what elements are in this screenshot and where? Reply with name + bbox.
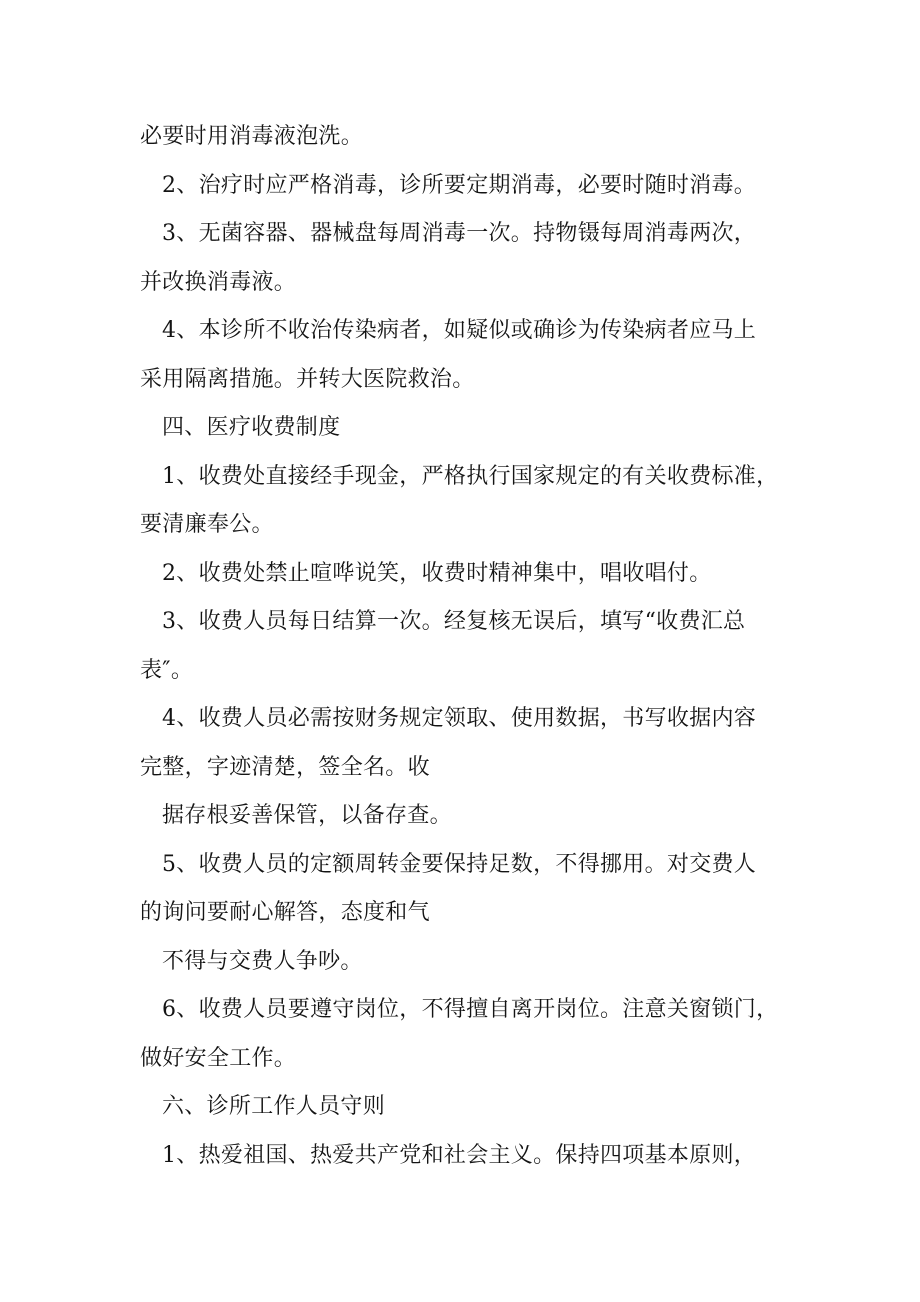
text-line-2: 2、治疗时应严格消毒，诊所要定期消毒，必要时随时消毒。: [162, 172, 757, 198]
text-line-14: 完整，字迹清楚，签全名。收: [140, 754, 430, 780]
section-heading-staff-rules: 六、诊所工作人员守则: [162, 1094, 386, 1119]
text-line-18: 不得与交费人争吵。: [162, 948, 363, 974]
section-heading-fee-system: 四、医疗收费制度: [162, 415, 341, 440]
text-line-4: 并改换消毒液。: [140, 269, 297, 295]
text-line-5: 4、本诊所不收治传染病者，如疑似或确诊为传染病者应马上: [162, 318, 757, 343]
text-line-13: 4、收费人员必需按财务规定领取、使用数据，书写收据内容: [162, 706, 757, 731]
text-line-10: 2、收费处禁止喧哗说笑，收费时精神集中，唱收唱付。: [162, 560, 712, 586]
text-line-16: 5、收费人员的定额周转金要保持足数，不得挪用。对交费人: [162, 851, 757, 877]
text-line-8: 1、收费处直接经手现金，严格执行国家规定的有关收费标准，: [162, 463, 779, 489]
document-body: [140, 113, 790, 1180]
text-line-15: 据存根妥善保管，以备存查。: [162, 803, 452, 828]
text-line-12: 表″。: [140, 657, 194, 683]
text-line-17: 的询问要耐心解答，态度和气: [140, 900, 430, 925]
text-line-6: 采用隔离措施。并转大医院救治。: [140, 366, 475, 392]
text-line-20: 做好安全工作。: [140, 1045, 297, 1071]
text-line-1: 必要时用消毒液泡洗。: [140, 124, 364, 149]
text-line-3: 3、无菌容器、器械盘每周消毒一次。持物镊每周消毒两次，: [162, 221, 757, 246]
text-line-19: 6、收费人员要遵守岗位，不得擅自离开岗位。注意关窗锁门，: [162, 997, 779, 1022]
text-line-11: 3、收费人员每日结算一次。经复核无误后，填写“收费汇总: [162, 609, 746, 634]
text-line-9: 要清廉奉公。: [140, 512, 274, 537]
text-line-22: 1、热爱祖国、热爱共产党和社会主义。保持四项基本原则，: [162, 1142, 757, 1168]
